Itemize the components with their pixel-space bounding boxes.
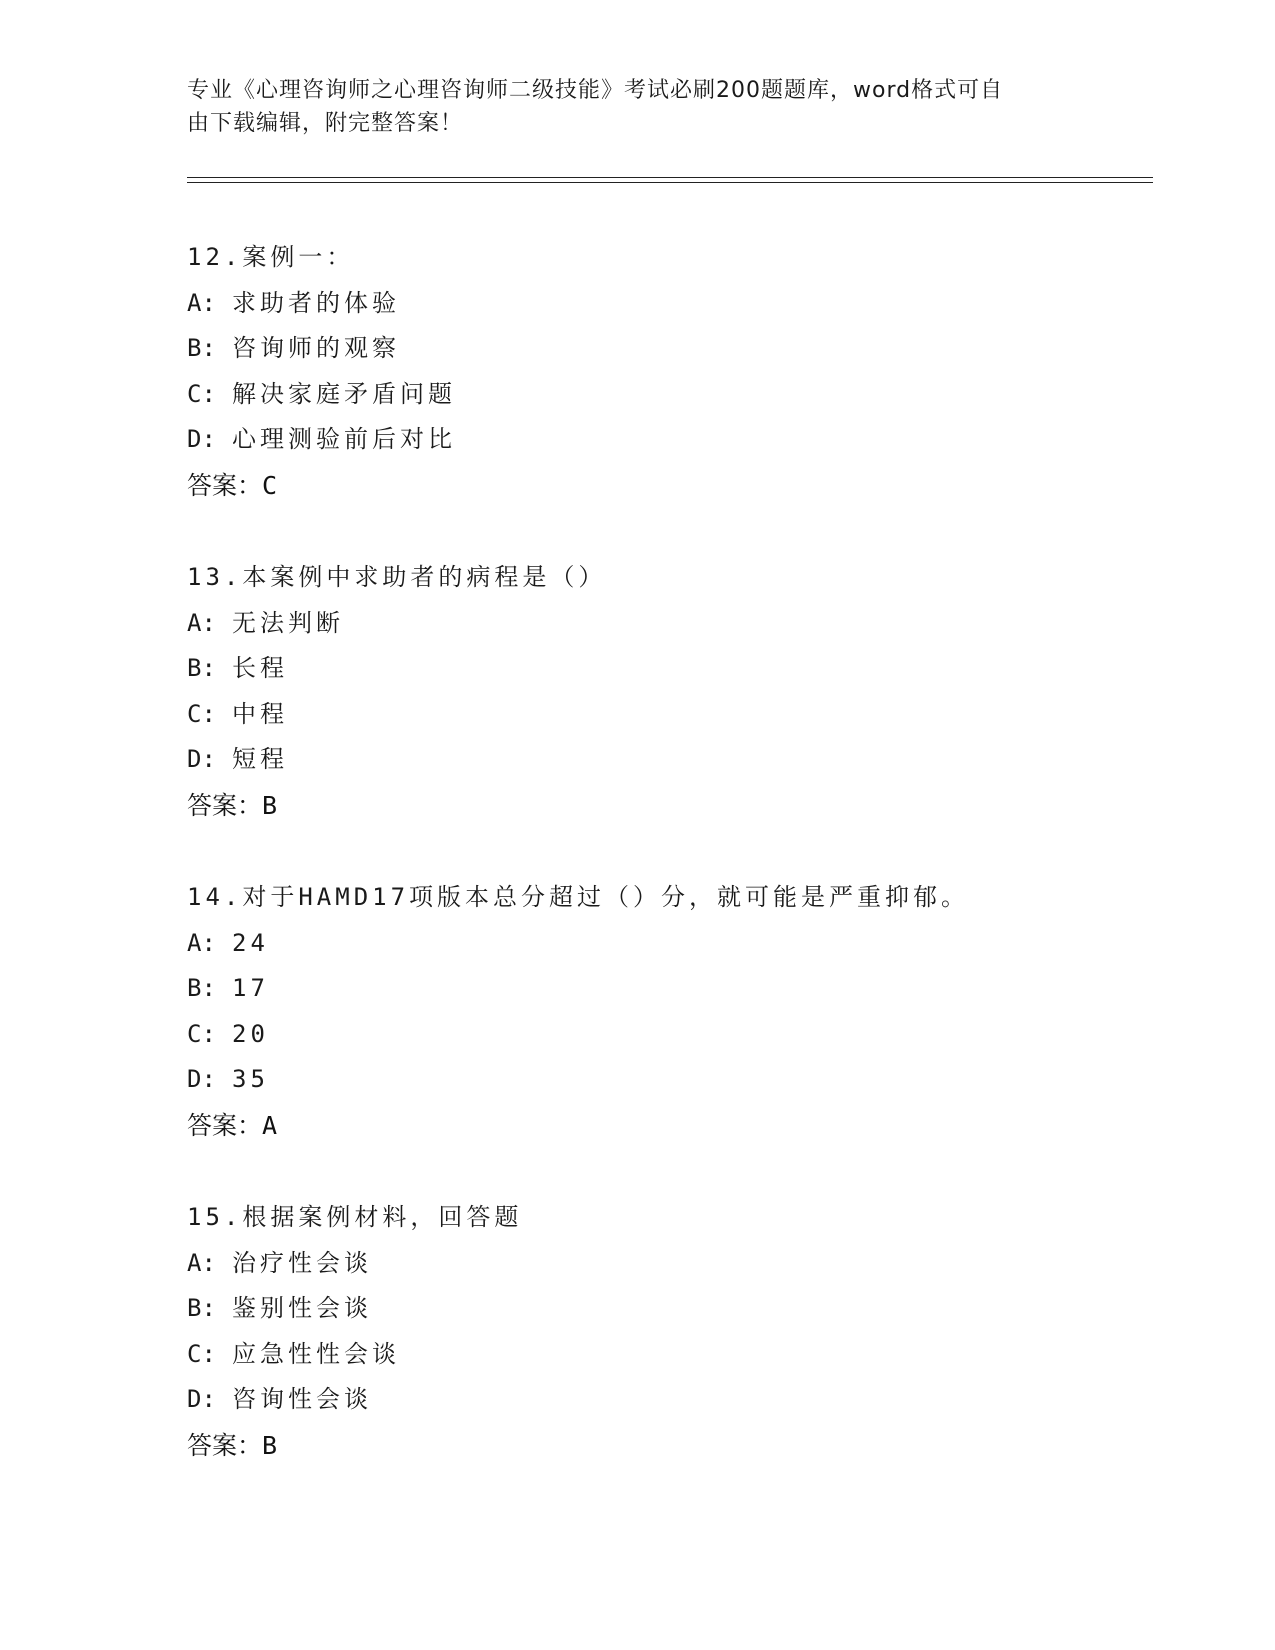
question-number: 15. [187,1203,243,1231]
answer-value: A [262,1110,278,1140]
option-text: 应急性性会谈 [232,1339,400,1368]
option-b [187,646,1147,692]
answer [187,1423,1147,1469]
option-d [187,1057,1147,1103]
document-header [187,74,1067,140]
question-text: 本案例中求助者的病程是（） [242,563,607,591]
option-letter: B: [187,974,216,1002]
question-stem [187,875,1147,921]
option-d [187,1377,1147,1423]
answer [187,463,1147,509]
question-text: 案例一： [242,243,355,271]
option-c [187,372,1147,418]
option-c [187,1332,1147,1378]
option-letter: B: [187,334,216,362]
option-a [187,921,1147,967]
answer-label: 答案： [187,470,263,500]
question-12 [187,235,1147,508]
option-letter: D: [187,1385,216,1413]
question-number: 14. [187,883,243,911]
answer-value: B [262,1430,278,1460]
option-b [187,1286,1147,1332]
option-a [187,601,1147,647]
option-letter: B: [187,1294,216,1322]
option-text: 35 [232,1065,269,1093]
option-letter: C: [187,1339,216,1368]
option-text: 治疗性会谈 [232,1248,372,1277]
header-divider-top [187,177,1153,178]
answer-label: 答案： [187,1110,263,1140]
question-14 [187,875,1147,1148]
option-text: 解决家庭矛盾问题 [232,379,456,408]
option-letter: B: [187,654,216,682]
option-b [187,326,1147,372]
option-letter: D: [187,745,216,773]
option-a [187,1241,1147,1287]
option-d [187,737,1147,783]
answer-value: B [262,790,278,820]
option-text: 咨询师的观察 [232,334,400,362]
option-c [187,1012,1147,1058]
option-text: 长程 [232,654,288,682]
option-letter: C: [187,699,216,728]
option-text: 心理测验前后对比 [232,425,456,453]
option-text: 求助者的体验 [232,288,400,317]
question-stem [187,1195,1147,1241]
question-number: 12. [187,243,243,271]
option-letter: A: [187,608,216,637]
option-text: 中程 [232,699,288,728]
option-text: 17 [232,974,269,1002]
option-text: 短程 [232,745,288,773]
option-letter: C: [187,379,216,408]
answer [187,783,1147,829]
option-letter: D: [187,1065,216,1093]
option-letter: A: [187,1248,216,1277]
option-d [187,417,1147,463]
option-a [187,281,1147,327]
question-text: 对于HAMD17项版本总分超过（）分，就可能是严重抑郁。 [242,883,970,911]
header-line-2: 由下载编辑，附完整答案！ [187,111,464,136]
option-letter: A: [187,928,216,957]
question-13 [187,555,1147,828]
option-letter: D: [187,425,216,453]
option-b [187,966,1147,1012]
answer-label: 答案： [187,790,263,820]
option-text: 24 [232,928,269,957]
question-15 [187,1195,1147,1468]
question-list [187,235,1147,1515]
option-text: 20 [232,1019,269,1048]
answer-label: 答案： [187,1430,263,1460]
option-c [187,692,1147,738]
header-divider-bottom [187,182,1153,183]
option-letter: A: [187,288,216,317]
option-text: 鉴别性会谈 [232,1294,372,1322]
question-stem [187,235,1147,281]
question-number: 13. [187,563,243,591]
option-text: 咨询性会谈 [232,1385,372,1413]
header-line-1: 专业《心理咨询师之心理咨询师二级技能》考试必刷200题题库，word格式可自 [187,78,1004,103]
question-text: 根据案例材料，回答题 [242,1203,523,1231]
answer [187,1103,1147,1149]
answer-value: C [262,470,278,500]
option-text: 无法判断 [232,608,344,637]
question-stem [187,555,1147,601]
option-letter: C: [187,1019,216,1048]
